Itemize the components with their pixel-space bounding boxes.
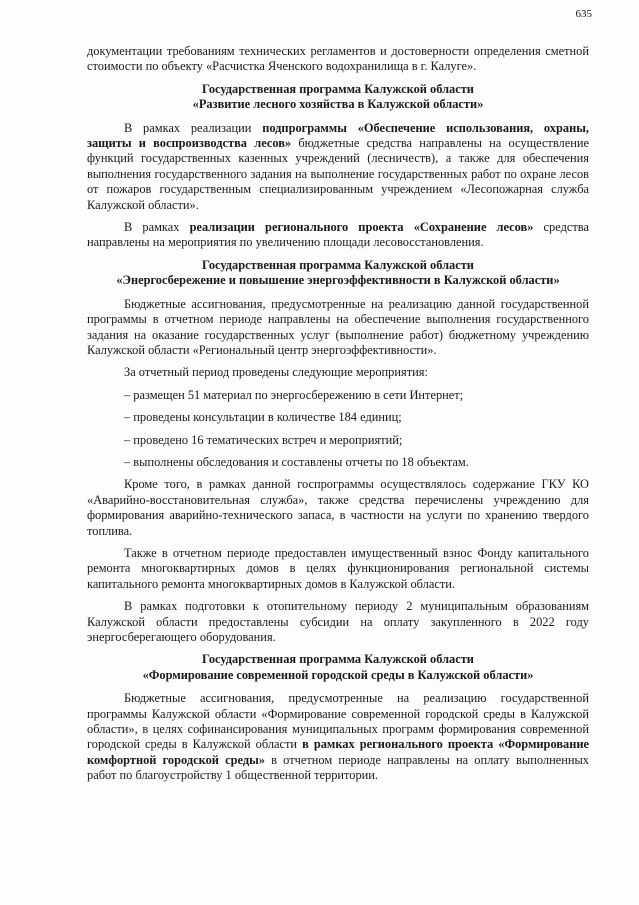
text-run: средства направлены на мероприятия по увеличению площади лесовосстановления.: [87, 220, 589, 250]
page-number: 635: [575, 8, 592, 20]
section-forestry-title-line2: «Развитие лесного хозяйства в Калужской области»: [192, 97, 484, 112]
text-run: В рамках реализации: [124, 120, 263, 135]
section-forestry-title-line1: Государственная программа Калужской области: [202, 81, 474, 96]
section-energy-title-line1: Государственная программа Калужской области: [202, 257, 474, 272]
list-item: – размещен 51 материал по энергосбережению в сети Интернет;: [124, 387, 464, 402]
energy-paragraph-3: Кроме того, в рамках данной госпрограммы осуществлялось содержание ГКУ КО «Аварийно-восстановительная служба», также средства перечислены учреждению для формирования аварийно-технического запаса, в частности на услуги по хранению твердого топлива.: [87, 477, 589, 538]
intro-paragraph: документации требованиям технических регламентов и достоверности определения сметной стоимости по объекту «Расчистка Яченского водохранилища в г. Калуге».: [87, 44, 589, 74]
text-run: Бюджетные ассигнования, предусмотренные на реализацию государственной программы Калужской области «Формирование современной городской среды в Калужской области», в целях софинансирования муниципальных программ формирования современной городской среды в Калужской области: [87, 691, 589, 752]
list-item: – выполнены обследования и составлены отчеты по 18 объектам.: [124, 454, 469, 469]
section-urban-title-line1: Государственная программа Калужской области: [202, 652, 474, 667]
section-urban-heading: [87, 652, 589, 683]
section-energy-heading: [87, 258, 589, 289]
text-run: в отчетном периоде направлены на оплату выполненных работ по благоустройству 1 общественной территории.: [87, 752, 589, 783]
section-urban-title-line2: «Формирование современной городской среды в Калужской области»: [142, 667, 534, 682]
text-run: В рамках: [124, 220, 190, 235]
list-item: – проведено 16 тематических встреч и мероприятий;: [124, 432, 403, 447]
energy-paragraph-5: В рамках подготовки к отопительному периоду 2 муниципальным образованиям Калужской области предоставлены субсидии на оплату закупленного в 2022 году энергосберегающего оборудования.: [87, 599, 589, 644]
list-item: – проведены консультации в количестве 184 единиц;: [124, 410, 402, 425]
forestry-paragraph-2: [87, 220, 589, 251]
section-forestry-heading: [87, 82, 589, 113]
energy-paragraph-2: За отчетный период проведены следующие мероприятия:: [124, 365, 428, 380]
section-energy-title-line2: «Энергосбережение и повышение энергоэффективности в Калужской области»: [116, 273, 560, 288]
text-run: бюджетные средства направлены на осуществление функций государственных казенных учреждений (лесничеств), а также для обеспечения выполнения государственного задания на выполнение государственных работ по охране лесов от пожаров государственным специализированным учреждением «Лесопожарная служба Калужской области».: [87, 136, 589, 212]
urban-paragraph-1: [87, 691, 589, 783]
bold-run: в рамках регионального проекта «Формирование комфортной городской среды»: [87, 737, 590, 767]
bold-run: реализации регионального проекта «Сохранение лесов»: [189, 220, 534, 235]
bold-run: подпрограммы «Обеспечение использования, охраны, защиты и воспроизводства лесов»: [87, 120, 589, 151]
document-body: [87, 44, 589, 791]
forestry-paragraph-1: [87, 121, 589, 213]
energy-paragraph-1: Бюджетные ассигнования, предусмотренные на реализацию данной государственной программы в отчетном периоде направлены на обеспечение выполнения государственного задания на оказание государственных услуг (выполнение работ) бюджетному учреждению Калужской области «Региональный центр энергоэффективности».: [87, 296, 589, 357]
energy-paragraph-4: Также в отчетном периоде предоставлен имущественный взнос Фонду капитального ремонта многоквартирных домов в целях функционирования региональной системы капитального ремонта многоквартирных домов в Калужской области.: [87, 545, 589, 591]
